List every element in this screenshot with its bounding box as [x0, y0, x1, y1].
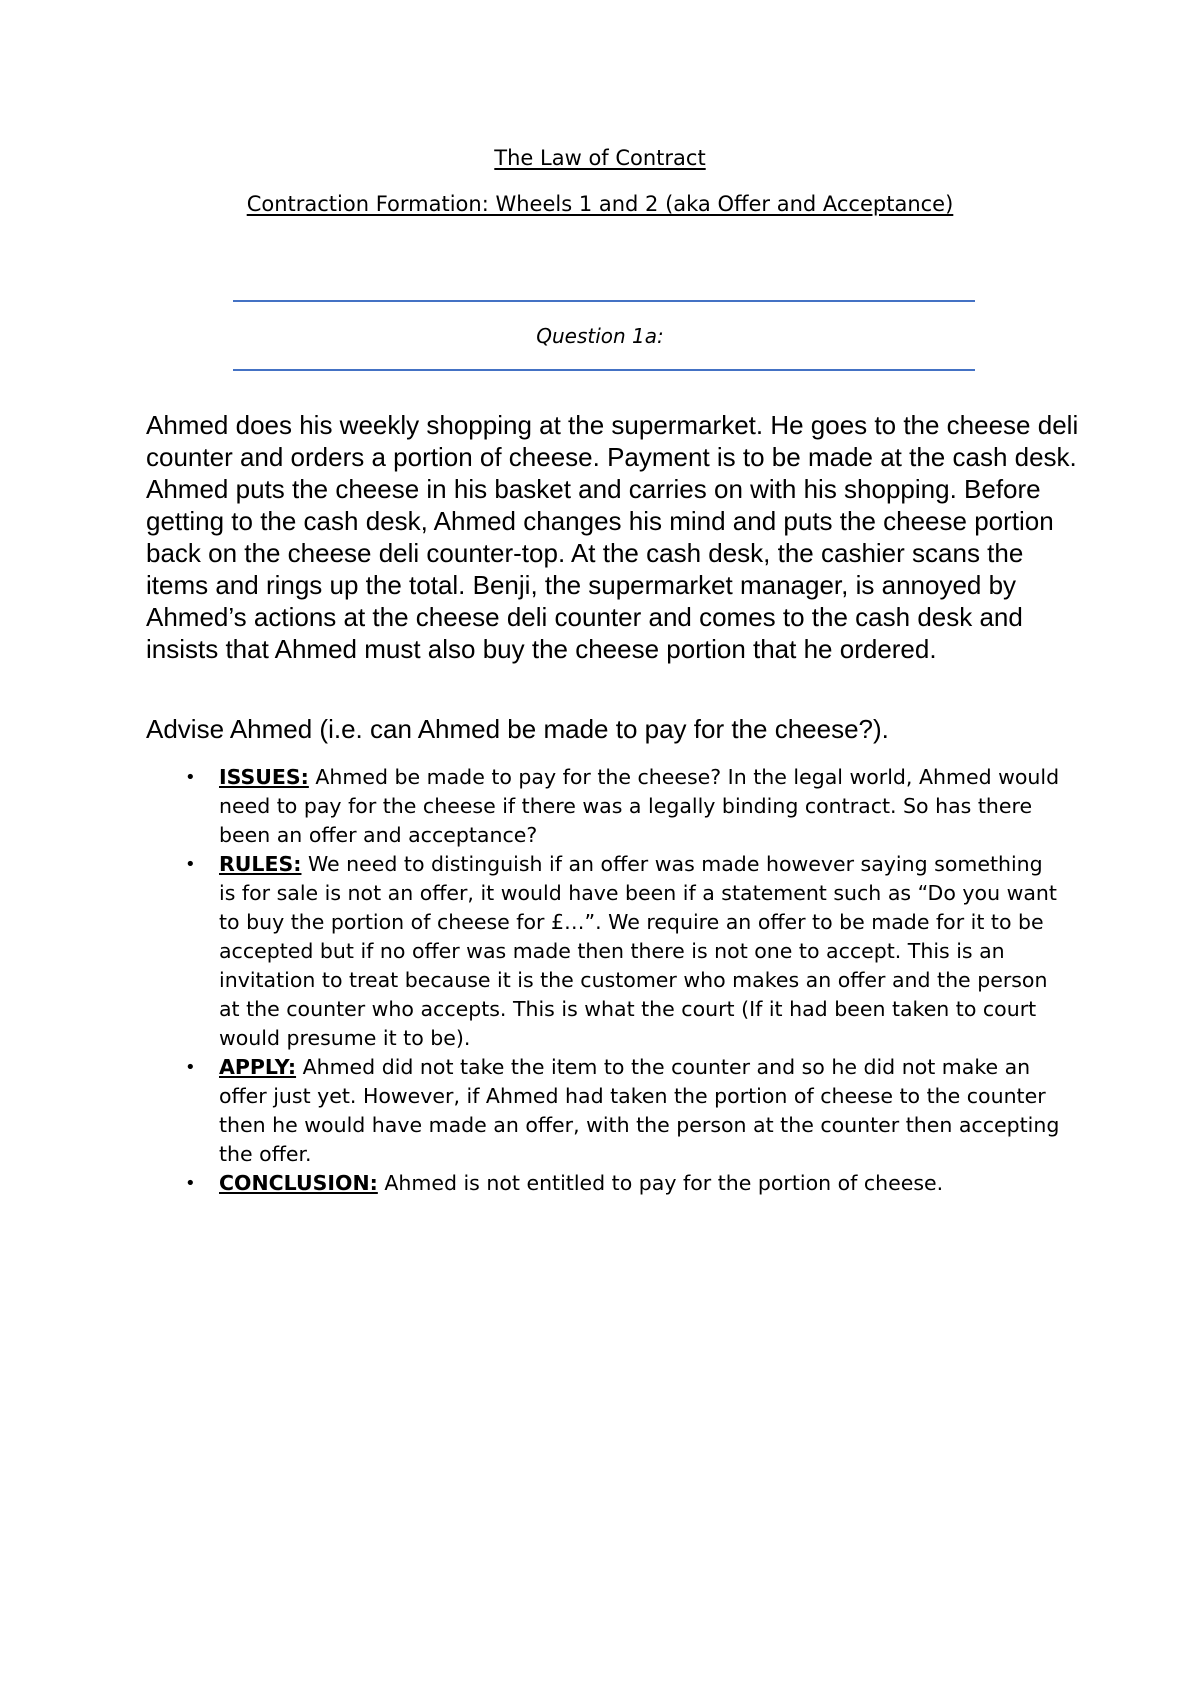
irac-text-conclusion: Ahmed is not entitled to pay for the portion of cheese.: [377, 1171, 944, 1195]
irac-text-issues: Ahmed be made to pay for the cheese? In the legal world, Ahmed would need to pay for the cheese if there was a legally binding contract. So has there been an offer and acceptance?: [219, 765, 1060, 847]
bullet-icon: •: [185, 854, 196, 875]
scenario-paragraph: Ahmed does his weekly shopping at the supermarket. He goes to the cheese deli counter and orders a portion of cheese. Payment is to be made at the cash desk. Ahmed puts the cheese in his basket and carries on with his shopping. Before getting to the cash desk, Ahmed changes his mind and puts the cheese portion back on the cheese deli counter-top. At the cash desk, the cashier scans the items and rings up the total. Benji, the supermarket manager, is annoyed by Ahmed’s actions at the cheese deli counter and comes to the cash desk and insists that Ahmed must also buy the cheese portion that he ordered.: [146, 410, 1079, 664]
irac-heading-apply: APPLY:: [219, 1055, 297, 1079]
question-label: Question 1a:: [536, 324, 664, 348]
irac-heading-issues: ISSUES:: [219, 765, 309, 789]
irac-text-apply: Ahmed did not take the item to the counter and so he did not make an offer just yet. However, if Ahmed had taken the portion of cheese to the counter then he would have made an offer, with the person at the counter then accepting the offer.: [219, 1055, 1060, 1166]
horizontal-rule-bottom: [233, 369, 975, 371]
irac-item-rules: [185, 850, 1065, 1053]
irac-heading-conclusion: CONCLUSION:: [219, 1171, 378, 1195]
irac-heading-rules: RULES:: [219, 852, 302, 876]
irac-item-conclusion: [185, 1169, 1065, 1198]
irac-list: [185, 763, 1065, 1198]
irac-item-issues: [185, 763, 1065, 850]
bullet-icon: •: [185, 767, 196, 788]
document-title: The Law of Contract: [494, 146, 706, 170]
advise-question: Advise Ahmed (i.e. can Ahmed be made to pay for the cheese?).: [146, 714, 889, 744]
bullet-icon: •: [185, 1173, 196, 1194]
document-subtitle: Contraction Formation: Wheels 1 and 2 (aka Offer and Acceptance): [246, 192, 954, 216]
irac-text-rules: We need to distinguish if an offer was made however saying something is for sale is not an offer, it would have been if a statement such as “Do you want to buy the portion of cheese for £…”. We require an offer to be made for it to be accepted but if no offer was made then there is not one to accept. This is an invitation to treat because it is the customer who makes an offer and the person at the counter who accepts. This is what the court (If it had been taken to court would presume it to be).: [219, 852, 1057, 1050]
bullet-icon: •: [185, 1057, 196, 1078]
irac-item-apply: [185, 1053, 1065, 1169]
horizontal-rule-top: [233, 300, 975, 302]
